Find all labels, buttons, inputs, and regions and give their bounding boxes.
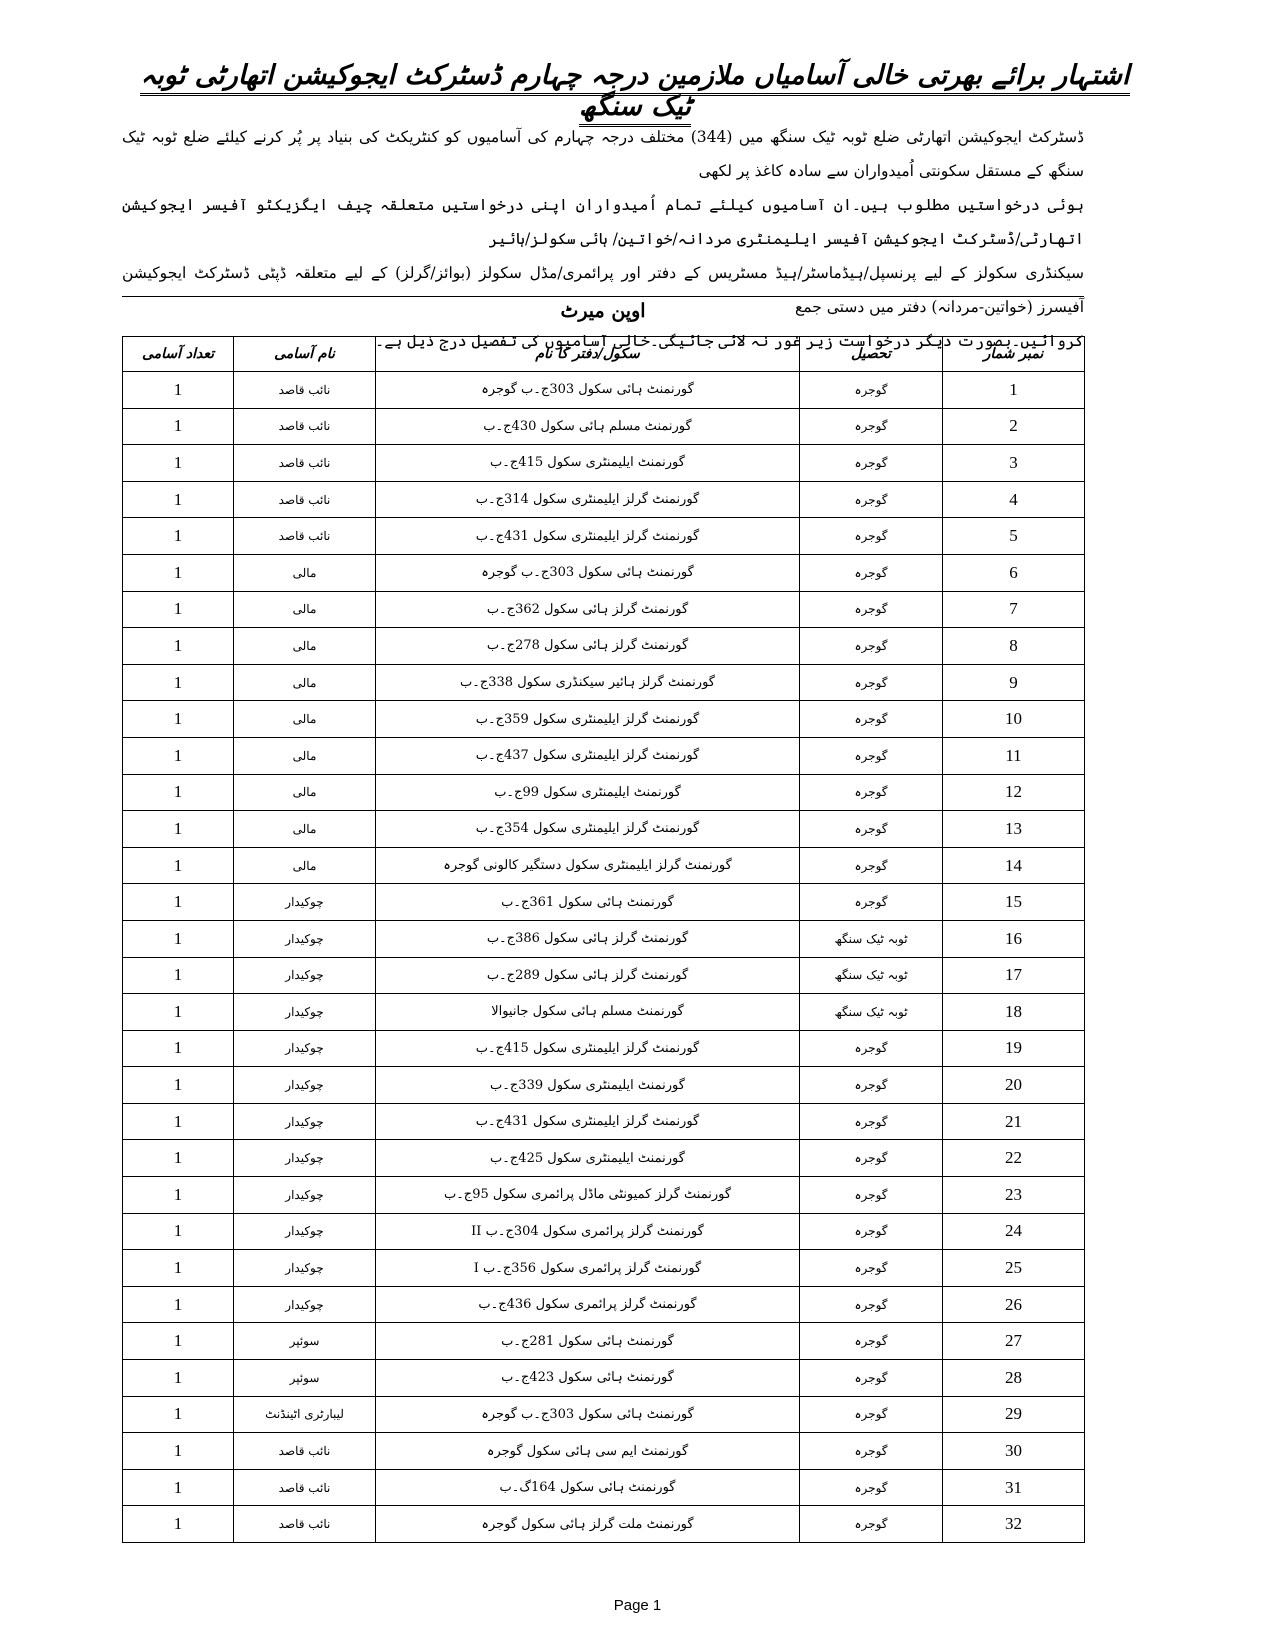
table-row — [123, 518, 1085, 555]
table-body — [123, 372, 1085, 1543]
cell-serial: 30 — [943, 1433, 1085, 1470]
cell-count: 1 — [123, 445, 234, 482]
cell-count: 1 — [123, 1286, 234, 1323]
cell-school: گورنمنٹ گرلز ایلیمنٹری سکول 431ج۔ب — [376, 1103, 800, 1140]
cell-count: 1 — [123, 1103, 234, 1140]
cell-count: 1 — [123, 811, 234, 848]
cell-school: گورنمنٹ مسلم ہائی سکول جانیوالا — [376, 994, 800, 1031]
cell-school: گورنمنٹ ہائی سکول 281ج۔ب — [376, 1323, 800, 1360]
cell-post: چوکیدار — [234, 1067, 376, 1104]
cell-post: چوکیدار — [234, 920, 376, 957]
intro-line: ڈسٹرکٹ ایجوکیشن اتھارٹی ضلع ٹوبہ ٹیک سنگھ میں (344) مختلف درجہ چہارم کی آسامیوں کو کنٹریکٹ کی بنیاد پر پُر کرنے کیلئے ضلع ٹوبہ ٹیک سنگھ کے مستقل سکونتی اُمیدواران سے سادہ کاغذ پر لکھی — [122, 128, 1084, 180]
cell-count: 1 — [123, 481, 234, 518]
cell-school: گورنمنٹ ہائی سکول 303ج۔ب گوجرہ — [376, 554, 800, 591]
table-row — [123, 664, 1085, 701]
cell-serial: 14 — [943, 847, 1085, 884]
cell-school: گورنمنٹ ہائی سکول 423ج۔ب — [376, 1360, 800, 1397]
cell-serial: 20 — [943, 1067, 1085, 1104]
cell-count: 1 — [123, 554, 234, 591]
cell-tehsil: گوجرہ — [800, 481, 943, 518]
horizontal-divider — [122, 296, 1084, 297]
table-row — [123, 1140, 1085, 1177]
cell-tehsil: گوجرہ — [800, 811, 943, 848]
cell-tehsil: گوجرہ — [800, 1250, 943, 1287]
cell-serial: 21 — [943, 1103, 1085, 1140]
cell-serial: 25 — [943, 1250, 1085, 1287]
cell-post: چوکیدار — [234, 1140, 376, 1177]
header-tehsil: تحصیل — [800, 337, 943, 372]
cell-serial: 4 — [943, 481, 1085, 518]
cell-tehsil: گوجرہ — [800, 737, 943, 774]
cell-tehsil: گوجرہ — [800, 1469, 943, 1506]
cell-tehsil: گوجرہ — [800, 1177, 943, 1214]
intro-line: کروائیں۔بصورت دیگر درخواست زیر غور نہ لائی جائیگی۔خالی آسامیوں کی تفصیل درج ذیل ہے۔ — [375, 332, 1084, 350]
cell-post: مالی — [234, 664, 376, 701]
cell-serial: 13 — [943, 811, 1085, 848]
table-row — [123, 1506, 1085, 1543]
cell-count: 1 — [123, 957, 234, 994]
cell-count: 1 — [123, 994, 234, 1031]
table-row — [123, 372, 1085, 409]
cell-serial: 26 — [943, 1286, 1085, 1323]
cell-count: 1 — [123, 884, 234, 921]
cell-post: چوکیدار — [234, 957, 376, 994]
cell-count: 1 — [123, 1469, 234, 1506]
cell-post: سوئپر — [234, 1323, 376, 1360]
cell-count: 1 — [123, 1323, 234, 1360]
table-row — [123, 994, 1085, 1031]
cell-tehsil: ٹوبہ ٹیک سنگھ — [800, 920, 943, 957]
cell-count: 1 — [123, 847, 234, 884]
cell-school: گورنمنٹ گرلز پرائمری سکول 436ج۔ب — [376, 1286, 800, 1323]
cell-post: نائب قاصد — [234, 518, 376, 555]
cell-school: گورنمنٹ ایلیمنٹری سکول 99ج۔ب — [376, 774, 800, 811]
cell-tehsil: گوجرہ — [800, 1396, 943, 1433]
table-row — [123, 554, 1085, 591]
table-row — [123, 737, 1085, 774]
cell-school: گورنمنٹ گرلز ایلیمنٹری سکول 437ج۔ب — [376, 737, 800, 774]
cell-post: نائب قاصد — [234, 1506, 376, 1543]
table-row — [123, 1103, 1085, 1140]
cell-count: 1 — [123, 1396, 234, 1433]
title-text: اشتہار برائے بھرتی خالی آسامیاں ملازمین درجہ چہارم ڈسٹرکٹ ایجوکیشن اتھارٹی ٹوبہ ٹیک سنگھ — [140, 60, 1129, 127]
cell-post: نائب قاصد — [234, 481, 376, 518]
table-row — [123, 1396, 1085, 1433]
table-row — [123, 591, 1085, 628]
cell-count: 1 — [123, 701, 234, 738]
cell-count: 1 — [123, 1360, 234, 1397]
cell-tehsil: گوجرہ — [800, 1030, 943, 1067]
cell-serial: 1 — [943, 372, 1085, 409]
cell-school: گورنمنٹ گرلز ایلیمنٹری سکول 314ج۔ب — [376, 481, 800, 518]
cell-post: مالی — [234, 554, 376, 591]
cell-tehsil: گوجرہ — [800, 1323, 943, 1360]
cell-post: مالی — [234, 847, 376, 884]
cell-tehsil: گوجرہ — [800, 591, 943, 628]
header-post: نام آسامی — [234, 337, 376, 372]
cell-post: نائب قاصد — [234, 1469, 376, 1506]
table-row — [123, 1323, 1085, 1360]
cell-tehsil: گوجرہ — [800, 774, 943, 811]
cell-post: چوکیدار — [234, 1286, 376, 1323]
cell-serial: 9 — [943, 664, 1085, 701]
cell-tehsil: گوجرہ — [800, 847, 943, 884]
cell-post: لیبارٹری اٹینڈنٹ — [234, 1396, 376, 1433]
cell-tehsil: گوجرہ — [800, 1360, 943, 1397]
table-row — [123, 811, 1085, 848]
cell-school: گورنمنٹ گرلز ایلیمنٹری سکول 354ج۔ب — [376, 811, 800, 848]
cell-count: 1 — [123, 1030, 234, 1067]
table-row — [123, 847, 1085, 884]
cell-count: 1 — [123, 1140, 234, 1177]
cell-count: 1 — [123, 1250, 234, 1287]
table-row — [123, 445, 1085, 482]
cell-school: گورنمنٹ ہائی سکول 303ج۔ب گوجرہ — [376, 1396, 800, 1433]
cell-post: چوکیدار — [234, 994, 376, 1031]
cell-count: 1 — [123, 372, 234, 409]
cell-post: مالی — [234, 774, 376, 811]
cell-tehsil: گوجرہ — [800, 1103, 943, 1140]
cell-tehsil: گوجرہ — [800, 445, 943, 482]
cell-post: چوکیدار — [234, 884, 376, 921]
cell-school: گورنمنٹ گرلز ہائی سکول 386ج۔ب — [376, 920, 800, 957]
cell-count: 1 — [123, 1213, 234, 1250]
cell-school: گورنمنٹ گرلز ایلیمنٹری سکول 415ج۔ب — [376, 1030, 800, 1067]
cell-serial: 17 — [943, 957, 1085, 994]
cell-count: 1 — [123, 1067, 234, 1104]
cell-serial: 6 — [943, 554, 1085, 591]
cell-school: گورنمنٹ ملت گرلز ہائی سکول گوجرہ — [376, 1506, 800, 1543]
cell-tehsil: ٹوبہ ٹیک سنگھ — [800, 994, 943, 1031]
cell-school: گورنمنٹ ہائی سکول 164گ۔ب — [376, 1469, 800, 1506]
table-header-row — [123, 337, 1085, 372]
table-row — [123, 701, 1085, 738]
cell-post: چوکیدار — [234, 1177, 376, 1214]
cell-tehsil: گوجرہ — [800, 408, 943, 445]
cell-serial: 12 — [943, 774, 1085, 811]
cell-tehsil: گوجرہ — [800, 1213, 943, 1250]
page-number: Page 1 — [613, 1597, 662, 1614]
cell-school: گورنمنٹ گرلز ہائی سکول 362ج۔ب — [376, 591, 800, 628]
cell-school: گورنمنٹ ایم سی ہائی سکول گوجرہ — [376, 1433, 800, 1470]
table-row — [123, 1469, 1085, 1506]
cell-serial: 24 — [943, 1213, 1085, 1250]
cell-school: گورنمنٹ گرلز ایلیمنٹری سکول 431ج۔ب — [376, 518, 800, 555]
cell-tehsil: گوجرہ — [800, 1067, 943, 1104]
cell-school: گورنمنٹ ہائی سکول 303ج۔ب گوجرہ — [376, 372, 800, 409]
cell-tehsil: گوجرہ — [800, 1506, 943, 1543]
cell-serial: 2 — [943, 408, 1085, 445]
cell-serial: 32 — [943, 1506, 1085, 1543]
cell-school: گورنمنٹ گرلز کمیونٹی ماڈل پرائمری سکول 95ج۔ب — [376, 1177, 800, 1214]
cell-serial: 22 — [943, 1140, 1085, 1177]
cell-count: 1 — [123, 1177, 234, 1214]
table-row — [123, 1250, 1085, 1287]
table-row — [123, 628, 1085, 665]
table-row — [123, 1213, 1085, 1250]
header-count: تعداد آسامی — [123, 337, 234, 372]
cell-serial: 31 — [943, 1469, 1085, 1506]
cell-school: گورنمنٹ گرلز ایلیمنٹری سکول دستگیر کالونی گوجرہ — [376, 847, 800, 884]
table-row — [123, 1030, 1085, 1067]
cell-school: گورنمنٹ ایلیمنٹری سکول 339ج۔ب — [376, 1067, 800, 1104]
cell-tehsil: گوجرہ — [800, 701, 943, 738]
cell-school: گورنمنٹ گرلز ہائی سکول 289ج۔ب — [376, 957, 800, 994]
cell-school: گورنمنٹ گرلز پرائمری سکول 356ج۔ب I — [376, 1250, 800, 1287]
intro-line: ہوئی درخواستیں مطلوب ہیں۔ان آسامیوں کیلئے تمام اُمیدواران اپنی درخواستیں متعلقہ چیف ایگزیکٹو آفیسر ایجوکیشن اتھارٹی/ڈسٹرکٹ ایجوکیشن آفیسر ایلیمنٹری مردانہ/خواتین/ ہائی سکولز/ہائیر — [122, 196, 1084, 248]
cell-post: چوکیدار — [234, 1030, 376, 1067]
cell-serial: 11 — [943, 737, 1085, 774]
cell-post: سوئپر — [234, 1360, 376, 1397]
cell-school: گورنمنٹ ہائی سکول 361ج۔ب — [376, 884, 800, 921]
cell-tehsil: گوجرہ — [800, 664, 943, 701]
table-row — [123, 920, 1085, 957]
cell-school: گورنمنٹ گرلز ہائی سکول 278ج۔ب — [376, 628, 800, 665]
cell-tehsil: گوجرہ — [800, 554, 943, 591]
cell-post: مالی — [234, 628, 376, 665]
table-row — [123, 1067, 1085, 1104]
cell-count: 1 — [123, 1433, 234, 1470]
cell-post: نائب قاصد — [234, 408, 376, 445]
table-row — [123, 884, 1085, 921]
header-school: سکول/دفتر کا نام — [376, 337, 800, 372]
cell-count: 1 — [123, 1506, 234, 1543]
table-row — [123, 774, 1085, 811]
cell-post: نائب قاصد — [234, 1433, 376, 1470]
cell-serial: 27 — [943, 1323, 1085, 1360]
cell-serial: 16 — [943, 920, 1085, 957]
cell-count: 1 — [123, 628, 234, 665]
cell-count: 1 — [123, 518, 234, 555]
intro-paragraph — [122, 120, 1084, 358]
table-row — [123, 1177, 1085, 1214]
table-row — [123, 481, 1085, 518]
cell-post: مالی — [234, 737, 376, 774]
cell-count: 1 — [123, 737, 234, 774]
cell-serial: 8 — [943, 628, 1085, 665]
cell-tehsil: گوجرہ — [800, 628, 943, 665]
cell-tehsil: گوجرہ — [800, 1140, 943, 1177]
section-title: اوپن میرٹ — [560, 300, 646, 322]
intro-line: سیکنڈری سکولز کے لیے پرنسپل/ہیڈماسٹر/ہیڈ مسٹریس کے دفتر اور پرائمری/مڈل سکولز (بوائز/گرلز) کے لیے متعلقہ ڈپٹی ڈسٹرکٹ ایجوکیشن آفیسرز (خواتین-مردانہ) دفتر میں دستی جمع — [122, 264, 1084, 316]
table-row — [123, 1433, 1085, 1470]
table-row — [123, 1360, 1085, 1397]
cell-school: گورنمنٹ گرلز ایلیمنٹری سکول 359ج۔ب — [376, 701, 800, 738]
cell-tehsil: گوجرہ — [800, 1286, 943, 1323]
cell-serial: 5 — [943, 518, 1085, 555]
cell-serial: 10 — [943, 701, 1085, 738]
cell-post: چوکیدار — [234, 1213, 376, 1250]
cell-post: مالی — [234, 701, 376, 738]
cell-serial: 28 — [943, 1360, 1085, 1397]
cell-school: گورنمنٹ ایلیمنٹری سکول 415ج۔ب — [376, 445, 800, 482]
cell-count: 1 — [123, 920, 234, 957]
cell-school: گورنمنٹ مسلم ہائی سکول 430ج۔ب — [376, 408, 800, 445]
table-row — [123, 408, 1085, 445]
header-serial: نمبر شمار — [943, 337, 1085, 372]
cell-tehsil: گوجرہ — [800, 1433, 943, 1470]
cell-tehsil: گوجرہ — [800, 518, 943, 555]
cell-tehsil: ٹوبہ ٹیک سنگھ — [800, 957, 943, 994]
cell-post: نائب قاصد — [234, 372, 376, 409]
cell-count: 1 — [123, 408, 234, 445]
cell-serial: 19 — [943, 1030, 1085, 1067]
cell-post: مالی — [234, 591, 376, 628]
cell-count: 1 — [123, 774, 234, 811]
cell-post: چوکیدار — [234, 1250, 376, 1287]
cell-serial: 18 — [943, 994, 1085, 1031]
cell-count: 1 — [123, 664, 234, 701]
table-row — [123, 1286, 1085, 1323]
cell-count: 1 — [123, 591, 234, 628]
cell-serial: 29 — [943, 1396, 1085, 1433]
cell-serial: 3 — [943, 445, 1085, 482]
advertisement-title — [120, 60, 1150, 122]
cell-school: گورنمنٹ گرلز ہائیر سیکنڈری سکول 338ج۔ب — [376, 664, 800, 701]
vacancies-table — [122, 336, 1085, 1543]
cell-school: گورنمنٹ گرلز پرائمری سکول 304ج۔ب II — [376, 1213, 800, 1250]
cell-post: مالی — [234, 811, 376, 848]
cell-serial: 15 — [943, 884, 1085, 921]
cell-post: چوکیدار — [234, 1103, 376, 1140]
cell-tehsil: گوجرہ — [800, 372, 943, 409]
cell-serial: 23 — [943, 1177, 1085, 1214]
cell-school: گورنمنٹ ایلیمنٹری سکول 425ج۔ب — [376, 1140, 800, 1177]
cell-post: نائب قاصد — [234, 445, 376, 482]
cell-serial: 7 — [943, 591, 1085, 628]
cell-tehsil: گوجرہ — [800, 884, 943, 921]
table-row — [123, 957, 1085, 994]
